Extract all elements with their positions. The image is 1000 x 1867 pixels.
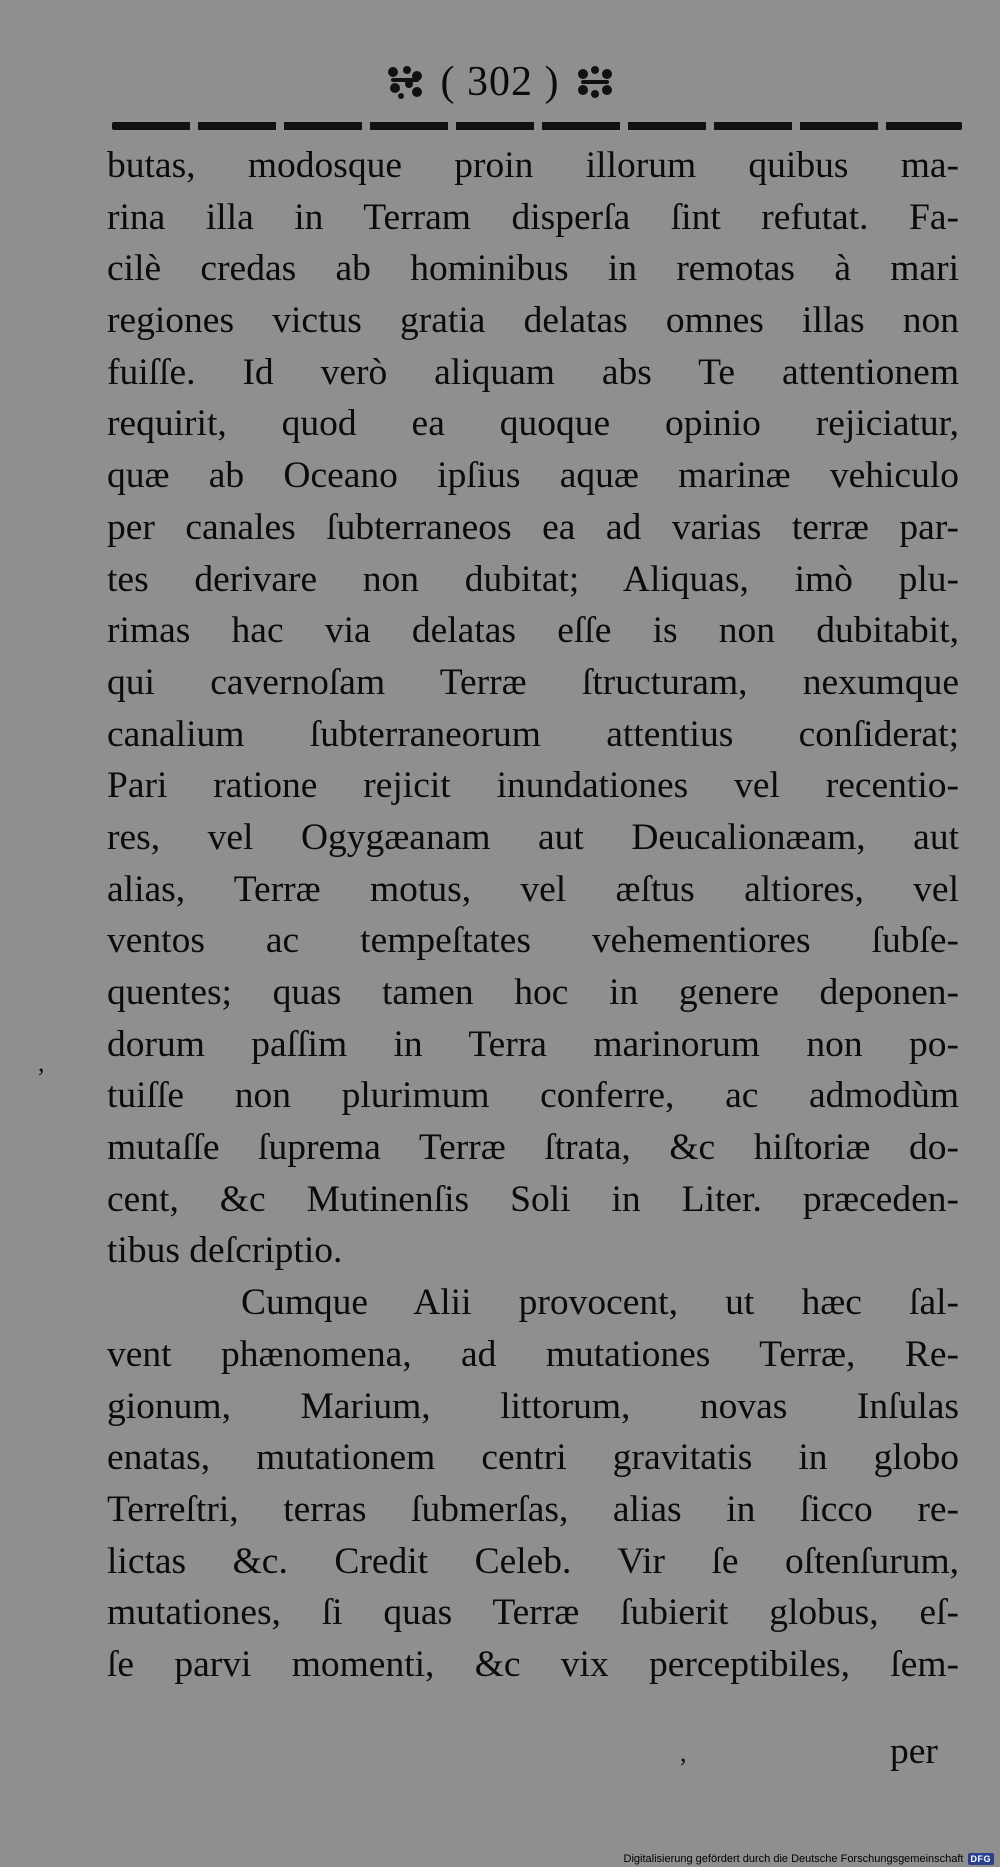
floral-ornament-icon: [383, 62, 427, 102]
text-line: per canales ſubterraneos ea ad varias terræ par-: [107, 506, 959, 548]
text-line: lictas &c. Credit Celeb. Vir ſe oſtenſurum,: [107, 1540, 959, 1582]
margin-mark: ,: [38, 1048, 45, 1077]
text-line: Cumque Alii provocent, ut hæc ſal-: [241, 1282, 959, 1324]
text-line: dorum paſſim in Terra marinorum non po-: [107, 1023, 959, 1065]
text-line: rimas hac via delatas eſſe is non dubitabit,: [107, 610, 959, 652]
page-number: ( 302 ): [440, 59, 560, 105]
text-line: qui cavernoſam Terræ ſtructuram, nexumque: [107, 661, 959, 703]
text-line: butas, modosque proin illorum quibus ma-: [107, 145, 959, 186]
text-line: regiones victus gratia delatas omnes illas non: [107, 300, 959, 342]
page-header: [0, 52, 1000, 112]
text-line: alias, Terræ motus, vel æſtus altiores, vel: [107, 868, 959, 910]
text-line: res, vel Ogygæanam aut Deucalionæam, aut: [107, 816, 959, 858]
text-line: quæ ab Oceano ipſius aquæ marinæ vehiculo: [107, 455, 959, 497]
header-rule: [112, 122, 962, 130]
text-line: tibus deſcriptio.: [107, 1230, 343, 1272]
text-line: enatas, mutationem centri gravitatis in globo: [107, 1437, 959, 1479]
dfg-logo: DFG: [968, 1853, 995, 1865]
text-line: mutaſſe ſuprema Terræ ſtrata, &c hiſtoriæ do-: [107, 1127, 959, 1169]
text-line: quentes; quas tamen hoc in genere deponen-: [107, 972, 959, 1013]
text-line: Terreſtri, terras ſubmerſas, alias in ſicco re-: [107, 1488, 959, 1530]
margin-mark: ,: [680, 1738, 687, 1767]
text-line: vent phænomena, ad mutationes Terræ, Re-: [107, 1333, 959, 1375]
digitization-credit: [624, 1853, 994, 1865]
credit-text: Digitalisierung gefördert durch die Deutsche Forschungsgemeinschaft: [623, 1853, 964, 1865]
body-text: [107, 140, 959, 1691]
text-line: Pari ratione rejicit inundationes vel recentio-: [107, 765, 959, 807]
text-line: cent, &c Mutinenſis Soli in Liter. præceden-: [107, 1178, 959, 1220]
floral-ornament-icon: [573, 62, 617, 102]
text-line: tuiſſe non plurimum conferre, ac admodùm: [107, 1075, 959, 1117]
text-line: cilè credas ab hominibus in remotas à mari: [107, 248, 959, 290]
text-line: rina illa in Terram disperſa ſint refutat. Fa-: [107, 196, 959, 238]
text-line: canalium ſubterraneorum attentius conſiderat;: [107, 713, 959, 755]
text-line: fuiſſe. Id verò aliquam abs Te attentionem: [107, 351, 959, 393]
text-line: ventos ac tempeſtates vehementiores ſubſe-: [107, 920, 959, 962]
text-line: tes derivare non dubitat; Aliquas, imò plu-: [107, 558, 959, 600]
catchword: per: [890, 1731, 938, 1772]
text-line: gionum, Marium, littorum, novas Inſulas: [107, 1385, 959, 1427]
text-line: ſe parvi momenti, &c vix perceptibiles, ſem-: [107, 1643, 959, 1685]
text-line: requirit, quod ea quoque opinio rejiciatur,: [107, 403, 959, 445]
text-line: mutationes, ſi quas Terræ ſubierit globus, eſ-: [107, 1592, 959, 1634]
